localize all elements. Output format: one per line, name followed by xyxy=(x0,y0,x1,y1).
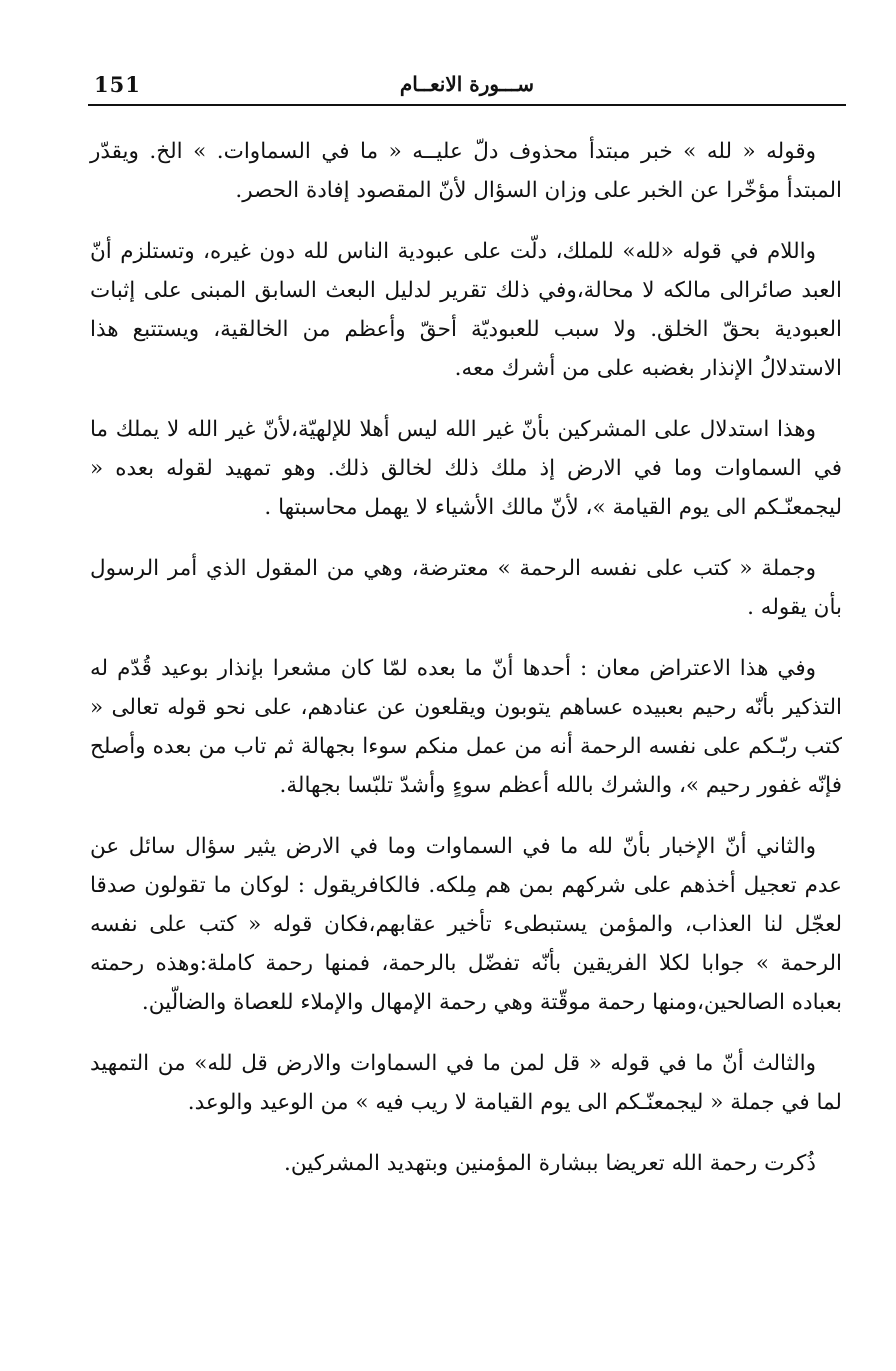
page-header xyxy=(88,70,846,102)
paragraph-1: وقوله « لله » خبر مبتدأ محذوف دلّ عليــه « ما في السماوات. » الخ. ويقدّر المبتدأ مؤخّرا عن الخبر على وزان السؤال لأنّ المقصود إفادة الحصر. xyxy=(90,139,842,203)
paragraph-2: واللام في قوله «لله» للملك، دلّت على عبودية الناس لله دون غيره، وتستلزم أنّ العبد صائرالى مالكه لا محالة،وفي ذلك تقرير لدليل البعث السابق المبنى على إثبات العبودية بحقّ الخلق. ولا سبب للعبوديّة أحقّ وأعظم من الخالقية، ويستتبع هذا الاستدلالُ الإنذار بغضبه على من أشرك معه. xyxy=(90,239,842,381)
paragraph-5: وفي هذا الاعتراض معان : أحدها أنّ ما بعده لمّا كان مشعرا بإنذار بوعيد قُدّم له التذكير بأنّه رحيم بعبيده عساهم يتوبون ويقلعون عن عنادهم، على نحو قوله تعالى « كتب ربّـكم على نفسه الرحمة أنه من عمل منكم سوءا بجهالة ثم تاب من بعده وأصلح فإنّه غفور رحيم »، والشرك بالله أعظم سوءٍ وأشدّ تلبّسا بجهالة. xyxy=(90,656,842,798)
paragraph-8: ذُكرت رحمة الله تعريضا ببشارة المؤمنين وبتهديد المشركين. xyxy=(284,1151,816,1176)
surah-title: ســـورة الانعــام xyxy=(399,72,535,96)
page-number: 151 xyxy=(94,72,141,97)
paragraph-6: والثاني أنّ الإخبار بأنّ لله ما في السماوات وما في الارض يثير سؤال سائل عن عدم تعجيل أخذهم على شركهم بمن هم مِلكه. فالكافريقول : لوكان ما تقولون صدقا لعجّل لنا العذاب، والمؤمن يستبطىء تأخير عقابهم،فكان قوله « كتب على نفسه الرحمة » جوابا لكلا الفريقين بأنّه تفضّل بالرحمة، فمنها رحمة كاملة:وهذه رحمته بعباده الصالحين،ومنها رحمة موقّتة وهي رحمة الإمهال والإملاء للعصاة والضالّين. xyxy=(90,834,842,1015)
header-rule xyxy=(88,104,846,106)
paragraph-4: وجملة « كتب على نفسه الرحمة » معترضة، وهي من المقول الذي أمر الرسول بأن يقوله . xyxy=(90,556,842,620)
paragraph-7: والثالث أنّ ما في قوله « قل لمن ما في السماوات والارض قل لله» من التمهيد لما في جملة « ليجمعنّـكم الى يوم القيامة لا ريب فيه » من الوعيد والوعد. xyxy=(90,1051,842,1115)
paragraph-3: وهذا استدلال على المشركين بأنّ غير الله ليس أهلا للإلهيّة،لأنّ غير الله لا يملك ما في السماوات وما في الارض إذ ملك ذلك لخالق ذلك. وهو تمهيد لقوله بعده « ليجمعنّـكم الى يوم القيامة »، لأنّ مالك الأشياء لا يهمل محاسبتها . xyxy=(90,417,842,520)
body-text xyxy=(90,132,842,1183)
